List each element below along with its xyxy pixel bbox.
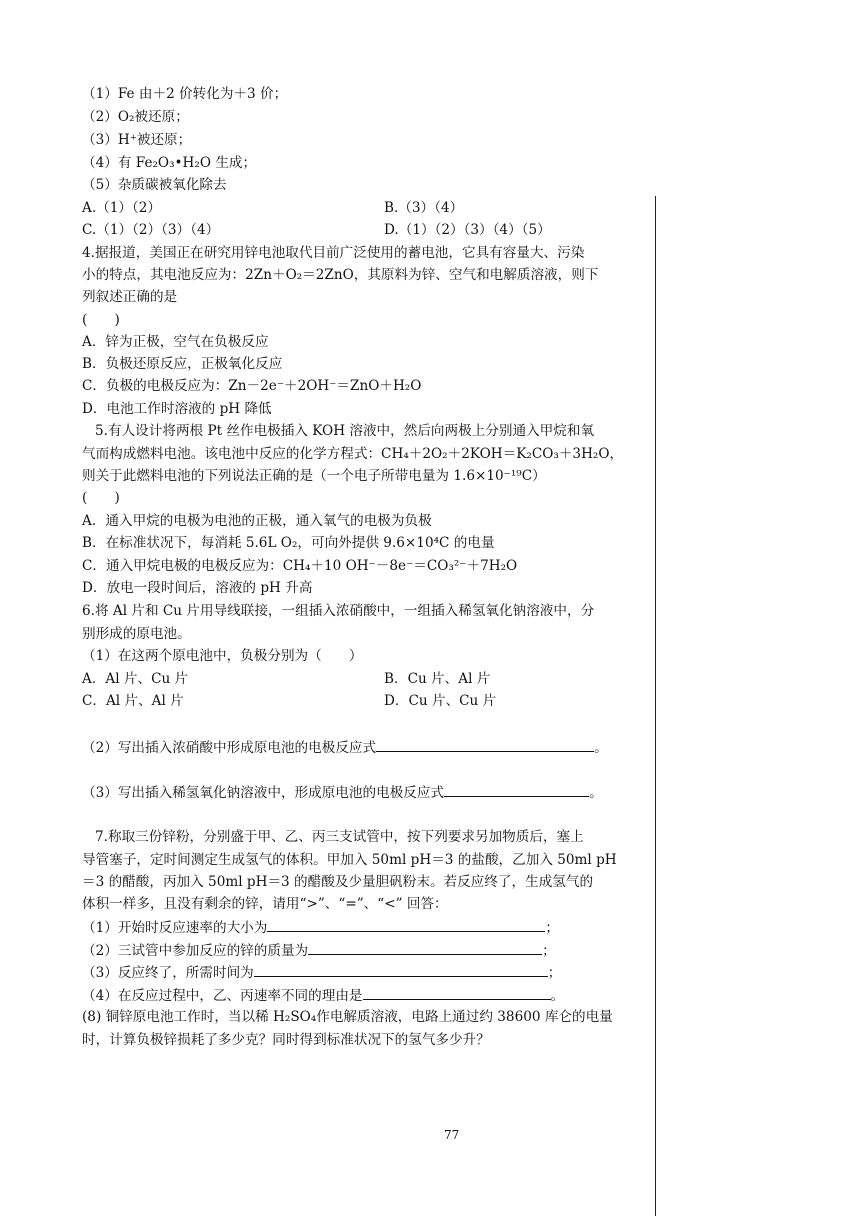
q5-line: 5.有人设计将两根 Pt 丝作电极插入 KOH 溶液中，然后向两极上分别通入甲烷和氧: [95, 423, 595, 439]
answer-blank[interactable]: [444, 782, 589, 797]
q4-line: 小的特点，其电池反应为：2Zn＋O₂＝2ZnO，其原料为锌、空气和电解质溶液，则下: [82, 267, 599, 283]
margin-rule: [655, 196, 656, 1216]
q8-line: 时，计算负极锌损耗了多少克？同时得到标准状况下的氢气多少升？: [82, 1032, 490, 1048]
option-c: C.（1）（2）（3）（4）: [82, 222, 220, 238]
q6-option-c: C．Al 片、Al 片: [82, 693, 184, 709]
q7-sub3: [82, 962, 561, 983]
option-d: D.（1）（2）（3）（4）（5）: [384, 222, 551, 238]
q7-line: 体积一样多，且没有剩余的锌，请用“>”、“=”、“<” 回答：: [82, 896, 448, 912]
q4-option-a: A．锌为正极，空气在负极反应: [82, 334, 269, 350]
semicolon: ；: [545, 920, 559, 936]
q4-line: 4.据报道，美国正在研究用锌电池取代目前广泛使用的蓄电池，它具有容量大、污染: [82, 245, 585, 261]
q4-option-b: B．负极还原反应，正极氧化反应: [82, 356, 283, 372]
answer-blank[interactable]: [376, 737, 594, 752]
q6-sub1: （1）在这两个原电池中，负极分别为（ ）: [82, 648, 363, 664]
item-line: （2）O₂被还原；: [82, 109, 189, 125]
q6-option-b: B．Cu 片、Al 片: [384, 671, 491, 687]
q6-sub2-text: （2）写出插入浓硝酸中形成原电池的电极反应式: [82, 740, 377, 756]
q6-line: 6.将 Al 片和 Cu 片用导线联接，一组插入浓硝酸中，一组插入稀氢氧化钠溶液中，分: [82, 603, 595, 619]
q4-line: 列叙述正确的是: [82, 289, 178, 305]
q7-sub4-text: （4）在反应过程中，乙、丙速率不同的理由是: [82, 988, 363, 1004]
q7-sub4: [82, 985, 564, 1006]
answer-blank[interactable]: [308, 940, 542, 955]
answer-blank[interactable]: [254, 962, 548, 977]
q6-sub3-text: （3）写出插入稀氢氧化钠溶液中，形成原电池的电极反应式: [82, 785, 445, 801]
q5-line: 气而构成燃料电池。该电池中反应的化学方程式：CH₄＋2O₂＋2KOH＝K₂CO₃＋3H₂O，: [82, 446, 624, 462]
q5-paren: ( ): [82, 490, 120, 506]
item-line: （1）Fe 由＋2 价转化为＋3 价；: [82, 86, 288, 102]
item-line: （5）杂质碳被氧化除去: [82, 177, 227, 193]
q7-line: ＝3 的醋酸，丙加入 50ml pH＝3 的醋酸及少量胆矾粉末。若反应终了，生成氢气的: [82, 874, 594, 890]
option-a: A.（1）（2）: [82, 200, 162, 216]
item-line: （3）H⁺被还原；: [82, 132, 192, 148]
q6-sub2: [82, 737, 608, 758]
semicolon: ；: [547, 965, 562, 981]
period: 。: [589, 785, 603, 801]
q5-option-a: A．通入甲烷的电极为电池的正极，通入氧气的电极为负极: [82, 513, 432, 529]
q4-option-d: D．电池工作时溶液的 pH 降低: [82, 401, 272, 417]
q6-option-d: D．Cu 片、Cu 片: [384, 693, 497, 709]
q7-sub2-text: （2）三试管中参加反应的锌的质量为: [82, 943, 309, 959]
item-line: （4）有 Fe₂O₃•H₂O 生成；: [82, 155, 257, 171]
q7-line: 7.称取三份锌粉，分别盛于甲、乙、丙三支试管中，按下列要求另加物质后，塞上: [95, 829, 584, 845]
q7-sub3-text: （3）反应终了，所需时间为: [82, 965, 254, 981]
q7-sub1-text: （1）开始时反应速率的大小为: [82, 920, 268, 936]
q5-option-b: B．在标准状况下，每消耗 5.6L O₂，可向外提供 9.6×10⁴C 的电量: [82, 535, 495, 551]
page-number: 77: [444, 1128, 460, 1142]
option-b: B.（3）（4）: [384, 200, 464, 216]
q7-sub1: [82, 917, 559, 938]
q5-line: 则关于此燃料电池的下列说法正确的是（一个电子所带电量为 1.6×10⁻¹⁹C）: [82, 468, 546, 484]
semicolon: ；: [542, 943, 556, 959]
q7-line: 导管塞子，定时间测定生成氢气的体积。甲加入 50ml pH＝3 的盐酸，乙加入 50ml pH: [82, 852, 617, 868]
period: 。: [594, 740, 608, 756]
q6-option-a: A．Al 片、Cu 片: [82, 671, 189, 687]
q6-line: 别形成的原电池。: [82, 626, 191, 642]
q5-option-c: C．通入甲烷电极的电极反应为：CH₄＋10 OH⁻－8e⁻＝CO₃²⁻＋7H₂O: [82, 558, 518, 574]
period: 。: [550, 988, 565, 1004]
q5-option-d: D．放电一段时间后，溶液的 pH 升高: [82, 580, 313, 596]
answer-blank[interactable]: [267, 917, 545, 932]
q4-paren: ( ): [82, 312, 120, 328]
q7-sub2: [82, 940, 556, 961]
q6-sub3: [82, 782, 603, 803]
answer-blank[interactable]: [363, 985, 551, 1000]
q8-line: (8) 铜锌原电池工作时，当以稀 H₂SO₄作电解质溶液，电路上通过约 38600 库仑的电量: [82, 1009, 613, 1025]
q4-option-c: C．负极的电极反应为：Zn－2e⁻＋2OH⁻＝ZnO＋H₂O: [82, 378, 422, 394]
